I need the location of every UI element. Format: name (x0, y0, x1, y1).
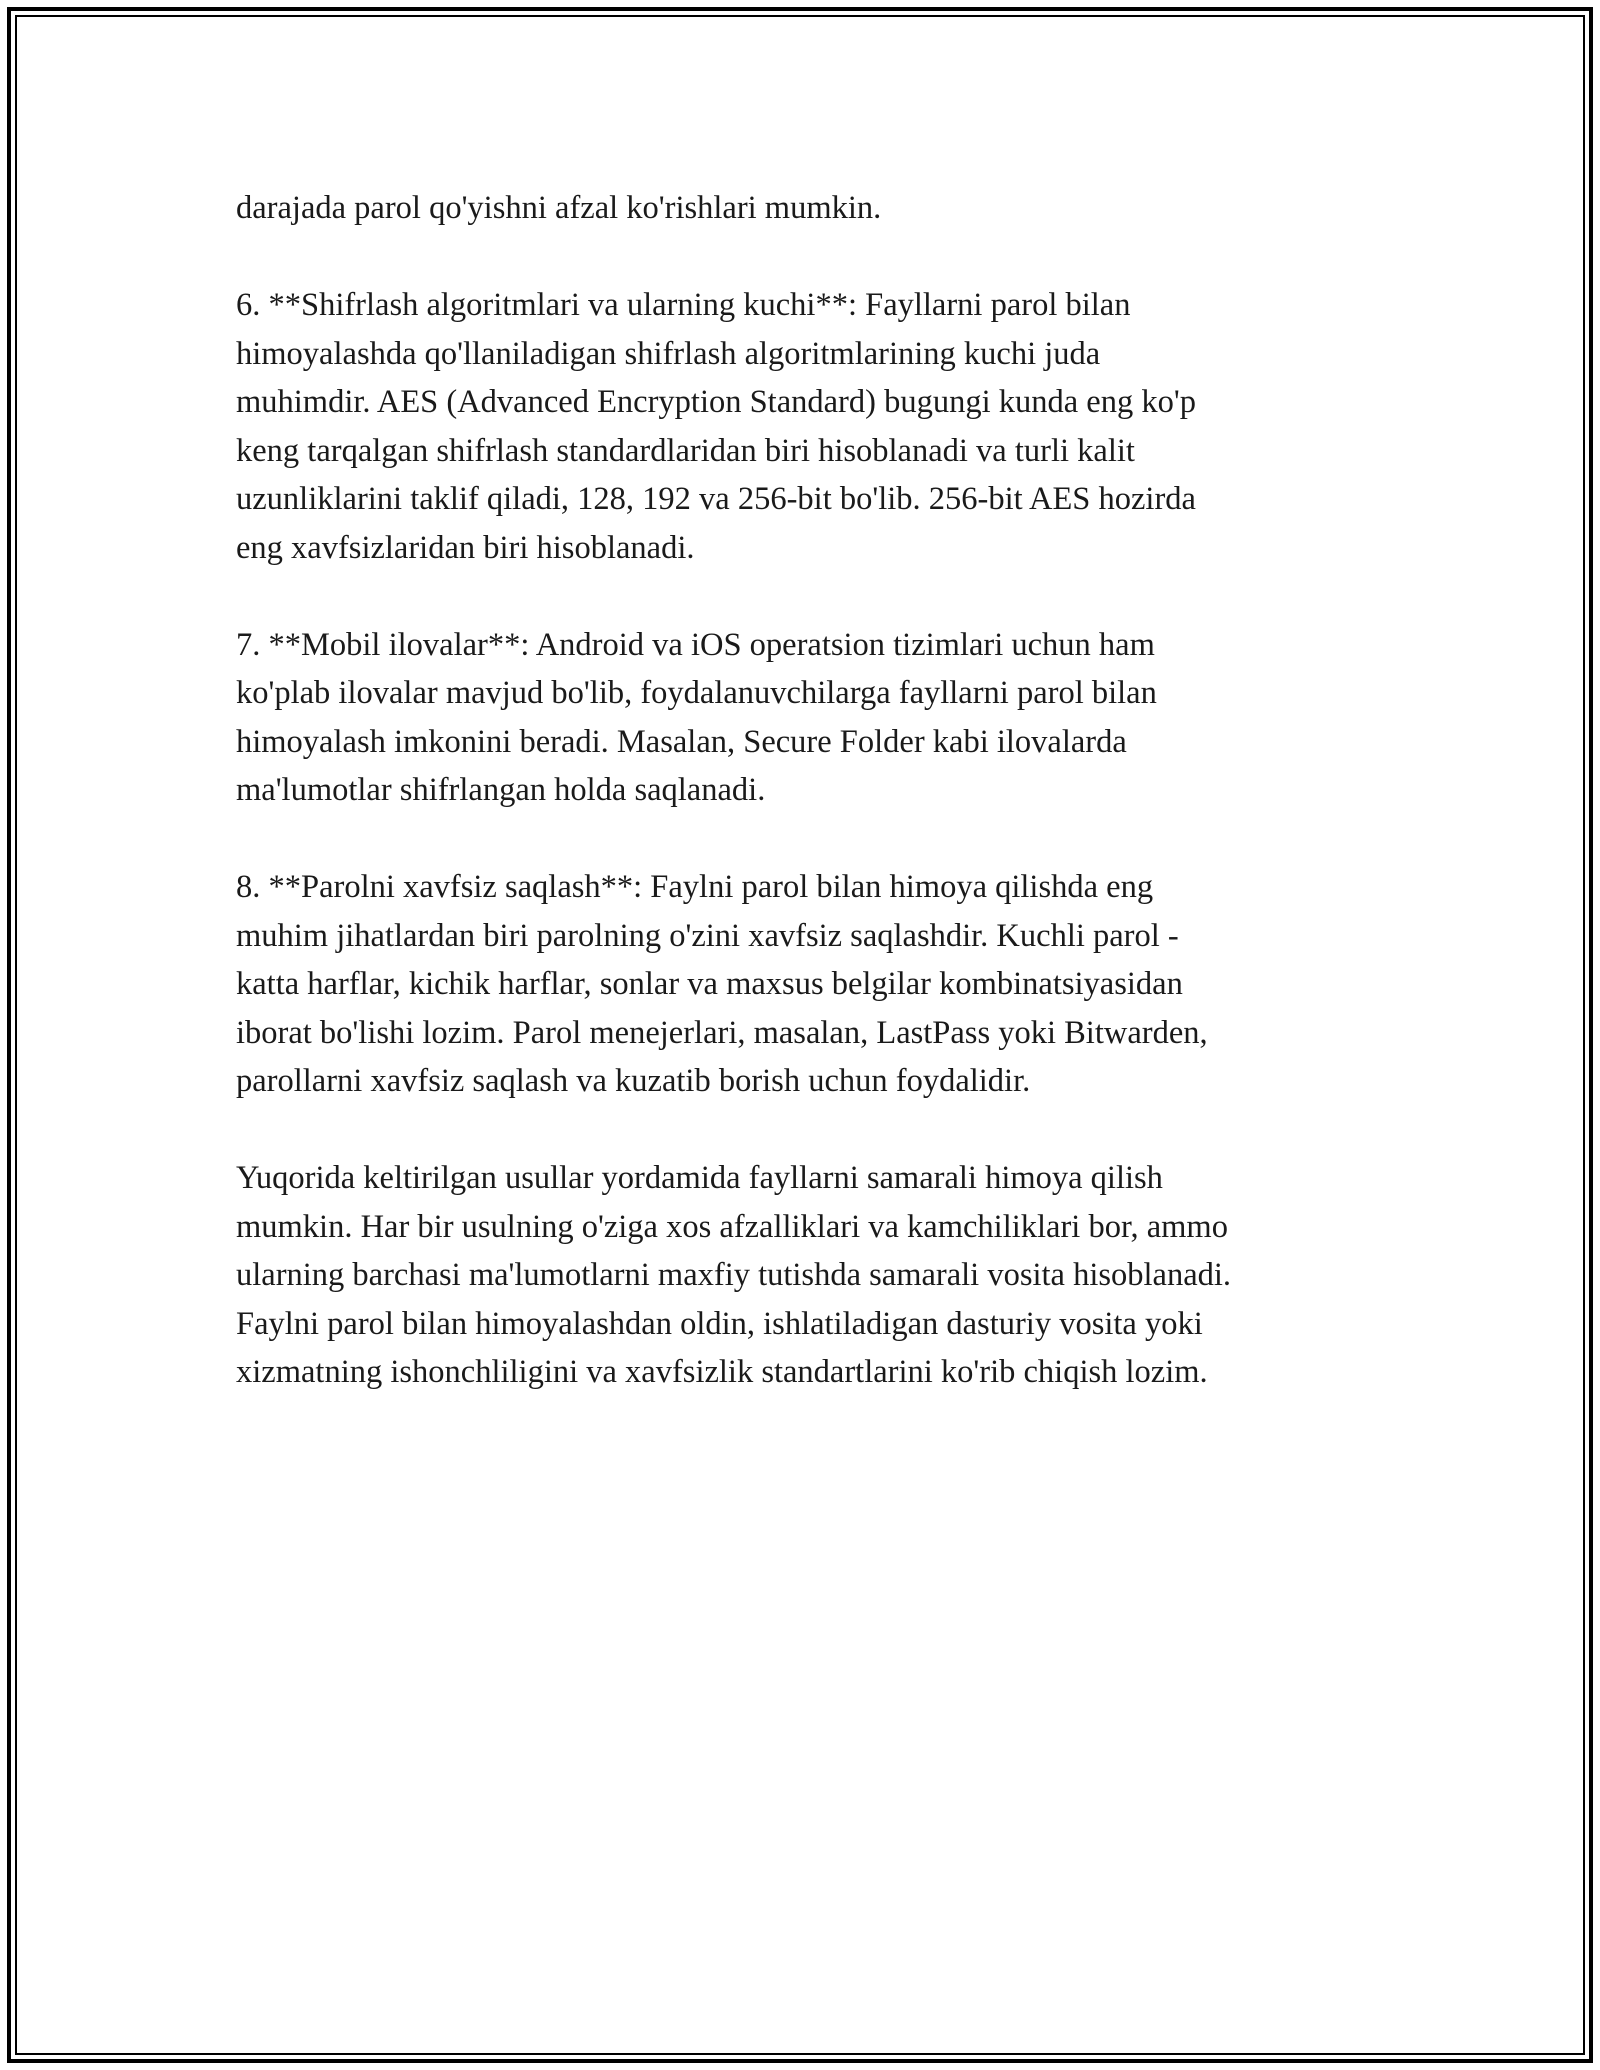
text-line: muhimdir. AES (Advanced Encryption Standard) bugungi kunda eng ko'p (236, 384, 1196, 420)
text-line: katta harflar, kichik harflar, sonlar va maxsus belgilar kombinatsiyasidan (236, 966, 1183, 1002)
text-line: xizmatning ishonchliligini va xavfsizlik standartlarini ko'rib chiqish lozim. (236, 1354, 1208, 1390)
text-line: muhim jihatlardan biri parolning o'zini xavfsiz saqlashdir. Kuchli parol - (236, 917, 1179, 954)
text-line: eng xavfsizlaridan biri hisoblanadi. (236, 529, 695, 566)
paragraph-item-6 (236, 281, 1376, 572)
text-line: iborat bo'lishi lozim. Parol menejerlari, masalan, LastPass yoki Bitwarden, (236, 1014, 1208, 1051)
text-line: darajada parol qo'yishni afzal ko'rishlari mumkin. (236, 190, 882, 226)
text-line: Yuqorida keltirilgan usullar yordamida fayllarni samarali himoya qilish (236, 1160, 1163, 1196)
text-line: 8. **Parolni xavfsiz saqlash**: Faylni parol bilan himoya qilishda eng (236, 869, 1154, 905)
text-line: uzunliklarini taklif qiladi, 128, 192 va 256-bit bo'lib. 256-bit AES hozirda (236, 481, 1196, 517)
text-line: himoyalash imkonini beradi. Masalan, Secure Folder kabi ilovalarda (236, 723, 1127, 760)
text-line: ko'plab ilovalar mavjud bo'lib, foydalanuvchilarga fayllarni parol bilan (236, 675, 1157, 711)
text-line: 6. **Shifrlash algoritmlari va ularning kuchi**: Fayllarni parol bilan (236, 287, 1131, 323)
text-line: 7. **Mobil ilovalar**: Android va iOS operatsion tizimlari uchun ham (236, 626, 1155, 663)
text-line: parollarni xavfsiz saqlash va kuzatib borish uchun foydalidir. (236, 1063, 1031, 1099)
paragraph-item-8 (236, 863, 1376, 1106)
text-line: himoyalashda qo'llaniladigan shifrlash algoritmlarining kuchi juda (236, 335, 1101, 372)
text-line: keng tarqalgan shifrlash standardlaridan biri hisoblanadi va turli kalit (236, 432, 1135, 469)
document-body (236, 184, 1376, 1445)
text-line: ma'lumotlar shifrlangan holda saqlanadi. (236, 772, 766, 808)
text-line: ularning barchasi ma'lumotlarni maxfiy tutishda samarali vosita hisoblanadi. (236, 1257, 1232, 1293)
text-line: Faylni parol bilan himoyalashdan oldin, ishlatiladigan dasturiy vosita yoki (236, 1305, 1203, 1342)
paragraph-conclusion (236, 1154, 1376, 1397)
text-line: mumkin. Har bir usulning o'ziga xos afzalliklari va kamchiliklari bor, ammo (236, 1208, 1228, 1245)
paragraph-item-7 (236, 621, 1376, 815)
paragraph-intro-fragment (236, 184, 1376, 233)
